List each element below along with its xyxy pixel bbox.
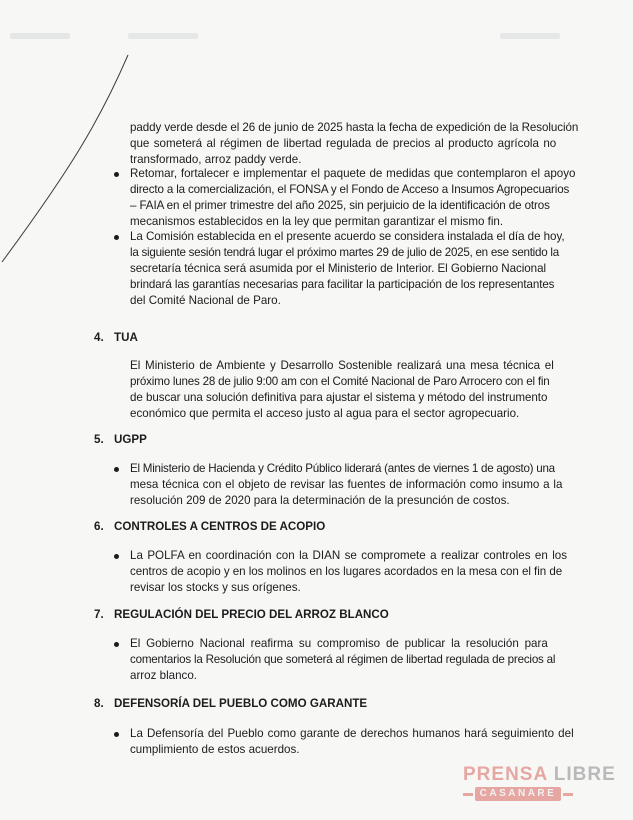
- bullet-point: [114, 467, 119, 472]
- prensa-libre-logo: [463, 764, 616, 811]
- text-line: brindará las garantías necesarias para facilitar la participación de los representantes: [130, 278, 555, 291]
- intro-paragraph: [130, 120, 579, 168]
- text-line: El Ministerio de Hacienda y Crédito Público liderará (antes de viernes 1 de agosto) una: [130, 462, 555, 475]
- section-number: 4.: [94, 331, 104, 344]
- bullet-point: [114, 554, 119, 559]
- text-line: de buscar una solución definitiva para ajustar el sistema y método del instrumento: [130, 391, 548, 404]
- section-heading-5: [94, 432, 147, 448]
- text-line: próximo lunes 28 de julio 9:00 am con el Comité Nacional de Paro Arrocero con el fin: [130, 375, 550, 388]
- text-line: El Ministerio de Ambiente y Desarrollo Sostenible realizará una mesa técnica el: [130, 359, 554, 372]
- logo-wordmark: [463, 764, 616, 785]
- text-line: comentarios la Resolución que someterá al régimen de libertad regulada de precios al: [130, 653, 556, 666]
- text-line: – FAIA en el primer trimestre del año 2025, sin perjuicio de la identificación de otros: [130, 199, 550, 212]
- section-heading-6: [94, 519, 325, 535]
- section-number: 8.: [94, 697, 104, 710]
- text-line: mecanismos establecidos en la ley que permitan garantizar el mismo fin.: [130, 215, 504, 228]
- logo-word-prensa: PRENSA: [463, 764, 548, 785]
- text-line: económico que permita el acceso justo al agua para el sector agropecuario.: [130, 407, 520, 420]
- section-heading-8: [94, 696, 367, 712]
- text-line: La Defensoría del Pueblo como garante de derechos humanos hará seguimiento del: [130, 727, 574, 740]
- text-line: paddy verde desde el 26 de junio de 2025 hasta la fecha de expedición de la Resolución: [130, 121, 579, 134]
- section-heading-4: [94, 330, 138, 346]
- bullet-paragraph-2: [130, 229, 565, 309]
- bullet-point: [114, 642, 119, 647]
- text-line: la siguiente sesión tendrá lugar el próximo martes 29 de julio de 2025, en ese sentido la: [130, 246, 559, 259]
- bullet-point: [114, 732, 119, 737]
- section-title-text: TUA: [114, 331, 138, 344]
- logo-subline: [463, 787, 573, 801]
- bullet-paragraph-1: [130, 166, 576, 230]
- section-title-text: UGPP: [114, 433, 147, 446]
- text-line: que someterá al régimen de libertad regulada de precios al producto agrícola no: [130, 137, 557, 150]
- section-4-body: [130, 358, 554, 422]
- text-line: transformado, arroz paddy verde.: [130, 153, 302, 166]
- text-line: secretaría técnica será asumida por el Ministerio de Interior. El Gobierno Nacional: [130, 262, 547, 275]
- bullet-point: [114, 235, 119, 240]
- text-line: La Comisión establecida en el presente acuerdo se considera instalada el día de hoy,: [130, 230, 565, 243]
- logo-rule: [463, 793, 473, 796]
- text-line: cumplimiento de estos acuerdos.: [130, 743, 300, 756]
- section-title-text: REGULACIÓN DEL PRECIO DEL ARROZ BLANCO: [114, 608, 389, 621]
- section-6-body: [130, 548, 568, 596]
- text-line: del Comité Nacional de Paro.: [130, 294, 281, 307]
- text-line: resolución 209 de 2020 para la determinación de la presunción de costos.: [130, 494, 510, 507]
- section-number: 7.: [94, 608, 104, 621]
- logo-word-libre: LIBRE: [553, 764, 616, 785]
- text-line: directo a la comercialización, el FONSA y el Fondo de Acceso a Insumos Agropecuarios: [130, 183, 570, 196]
- section-heading-7: [94, 607, 389, 623]
- text-line: mesa técnica con el objeto de revisar las fuentes de información como insumo a la: [130, 478, 563, 491]
- text-line: centros de acopio y en los molinos en los lugares acordados en la mesa con el fin de: [130, 565, 563, 578]
- section-title-text: DEFENSORÍA DEL PUEBLO COMO GARANTE: [114, 697, 368, 710]
- section-number: 5.: [94, 433, 104, 446]
- text-line: Retomar, fortalecer e implementar el paquete de medidas que contemplaron el apoyo: [130, 167, 576, 180]
- text-line: La POLFA en coordinación con la DIAN se compromete a realizar controles en los: [130, 549, 568, 562]
- section-7-body: [130, 636, 556, 684]
- logo-word-casanare: CASANARE: [475, 787, 562, 801]
- text-line: El Gobierno Nacional reafirma su compromiso de publicar la resolución para: [130, 637, 548, 650]
- text-line: arroz blanco.: [130, 669, 198, 682]
- section-number: 6.: [94, 520, 104, 533]
- section-5-body: [130, 461, 563, 509]
- logo-rule: [563, 793, 573, 796]
- text-line: revisar los stocks y sus orígenes.: [130, 581, 301, 594]
- section-title-text: CONTROLES A CENTROS DE ACOPIO: [114, 520, 326, 533]
- section-8-body: [130, 726, 574, 758]
- bullet-point: [114, 172, 119, 177]
